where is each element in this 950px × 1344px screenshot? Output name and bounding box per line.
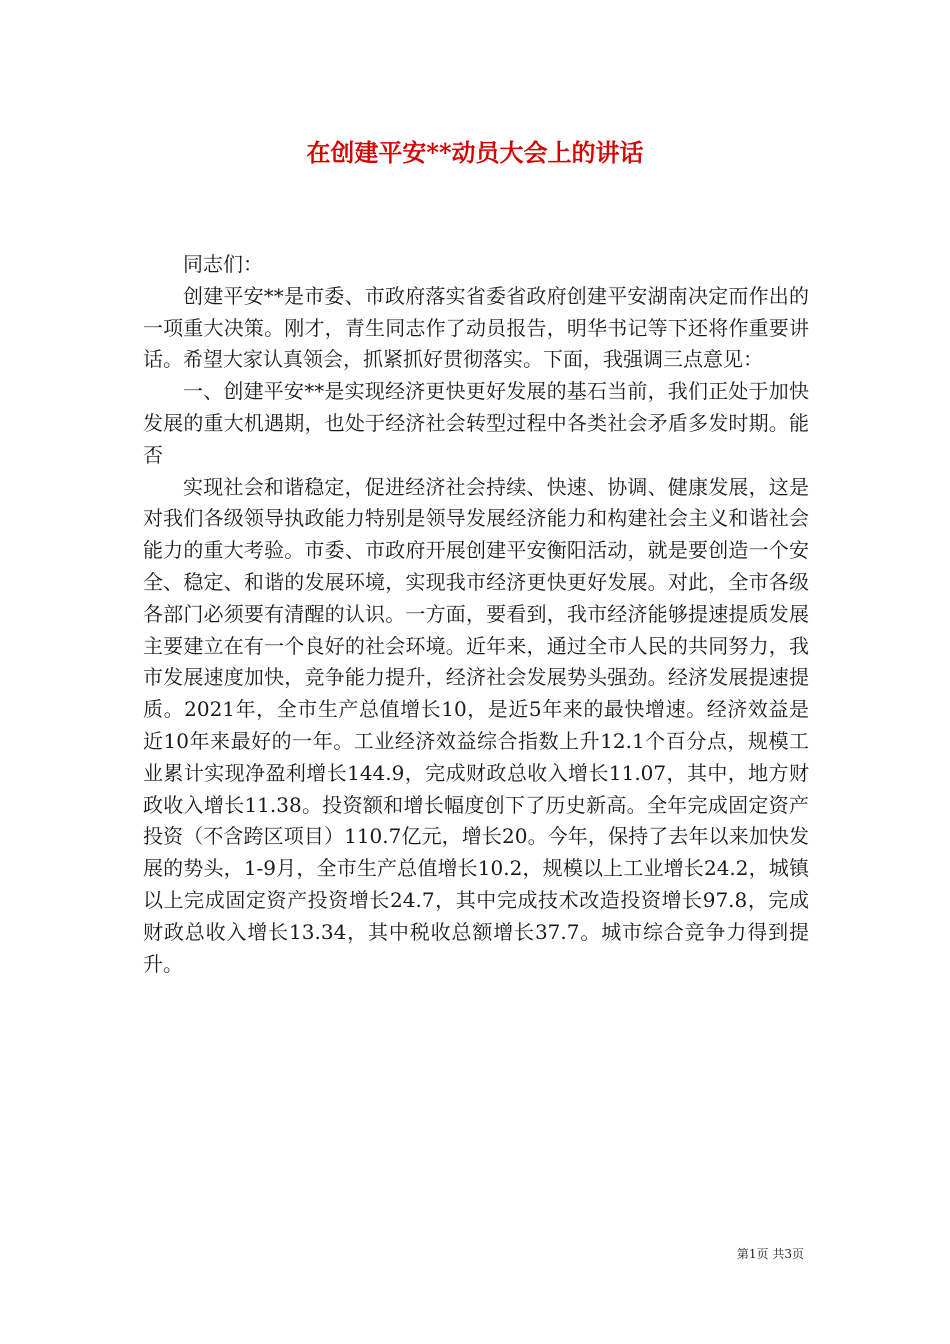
paragraph-economy: 实现社会和谐稳定，促进经济社会持续、快速、协调、健康发展，这是对我们各级领导执政能力特别是领导发展经济能力和构建社会主义和谐社会能力的重大考验。市委、市政府开展创建平安衡阳活动，就是要创造一个安全、稳定、和谐的发展环境，实现我市经济更快更好发展。对此，全市各级各部门必须要有清醒的认识。一方面，要看到，我市经济能够提速提质发展主要建立在有一个良好的社会环境。近年来，通过全市人民的共同努力，我市发展速度加快，竞争能力提升，经济社会发展势头强劲。经济发展提速提质。2021年，全市生产总值增长10，是近5年来的最快增速。经济效益是近10年来最好的一年。工业经济效益综合指数上升12.1个百分点，规模工业累计实现净盈利增长144.9，完成财政总收入增长11.07，其中，地方财政收入增长11.38。投资额和增长幅度创下了历史新高。全年完成固定资产投资（不含跨区项目）110.7亿元，增长20。今年，保持了去年以来加快发展的势头，1-9月，全市生产总值增长10.2，规模以上工业增长24.2，城镇以上完成固定资产投资增长24.7，其中完成技术改造投资增长97.8，完成财政总收入增长13.34，其中税收总额增长37.7。城市综合竞争力得到提升。 bbox=[143, 474, 809, 976]
document-title: 在创建平安**动员大会上的讲话 bbox=[306, 138, 644, 167]
paragraph-section-one: 一、创建平安**是实现经济更快更好发展的基石当前，我们正处于加快发展的重大机遇期，也处于经济社会转型过程中各类社会矛盾多发时期。能否 bbox=[143, 379, 809, 467]
page-number: 第1页 共3页 bbox=[736, 1247, 804, 1261]
paragraph-intro: 创建平安**是市委、市政府落实省委省政府创建平安湖南决定而作出的一项重大决策。刚才，青生同志作了动员报告，明华书记等下还将作重要讲话。希望大家认真领会，抓紧抓好贯彻落实。下面，我强调三点意见： bbox=[143, 283, 809, 372]
document-body bbox=[143, 249, 809, 980]
paragraph-salutation: 同志们： bbox=[183, 252, 263, 276]
